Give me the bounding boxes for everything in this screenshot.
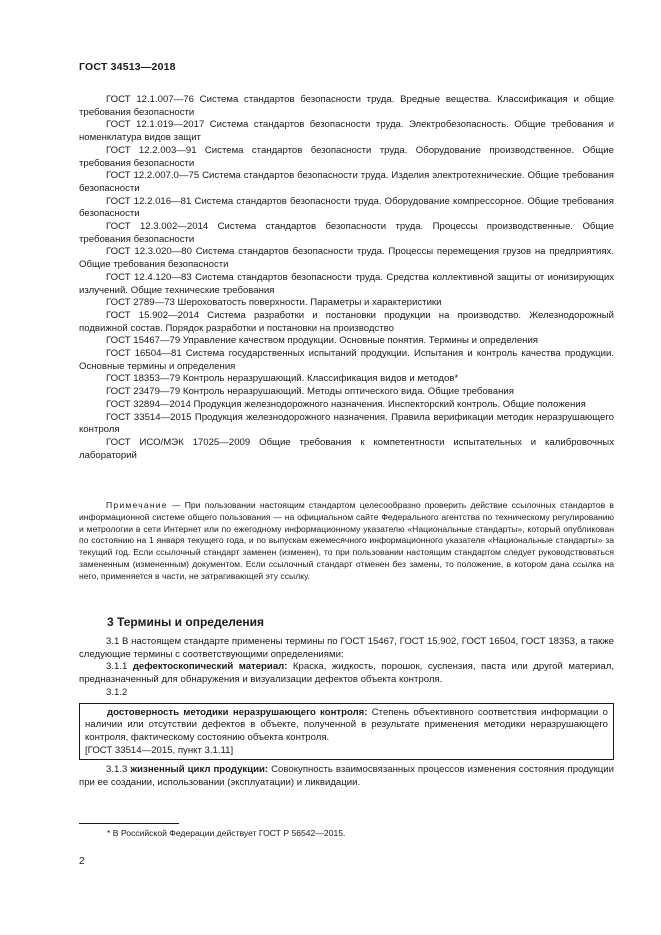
clause-number: 3.1.3 xyxy=(106,764,131,776)
reference-item: ГОСТ 18353—79 Контроль неразрушающий. Классификация видов и методов* xyxy=(106,373,459,385)
document-header: ГОСТ 34513—2018 xyxy=(79,61,176,73)
reference-item: ГОСТ 12.1.007—76 Система стандартов безопасности труда. Вредные вещества. Классификация и общие требования безопасности xyxy=(79,94,614,118)
definition-3-1-1 xyxy=(79,661,614,686)
reference-item: ГОСТ 12.1.019—2017 Система стандартов безопасности труда. Электробезопасность. Общие требования и номенклатура видов защит xyxy=(79,119,614,144)
reference-item: ГОСТ 16504—81 Система государственных испытаний продукции. Испытания и контроль качества продукции. Основные термины и определения xyxy=(79,348,614,372)
reference-item: ГОСТ 12.2.007.0—75 Система стандартов безопасности труда. Изделия электротехнические. Общие требования безопасности xyxy=(79,170,614,194)
reference-note xyxy=(79,500,614,583)
term: достоверность методики неразрушающего контроля: xyxy=(107,706,368,718)
reference-item: ГОСТ 23479—79 Контроль неразрушающий. Методы оптического вида. Общие требования xyxy=(106,386,514,398)
page-number: 2 xyxy=(79,856,85,867)
reference-item: ГОСТ 2789—73 Шероховатость поверхности. Параметры и характеристики xyxy=(106,297,442,309)
reference-item: ГОСТ ИСО/МЭК 17025—2009 Общие требования к компетентности испытательных и калибровочных лабораторий xyxy=(79,436,614,461)
clause-number-3-1-2: 3.1.2 xyxy=(106,686,128,698)
term: дефектоскопический материал: xyxy=(132,661,288,673)
definition-text: Совокупность взаимосвязанных процессов изменения состояния продукции при ее создании, использовании (эксплуатации) и ликвидации. xyxy=(79,764,614,789)
paragraph-3-1: 3.1 В настоящем стандарте применены термины по ГОСТ 15467, ГОСТ 15.902, ГОСТ 16504, ГОСТ 18353, а также следующие термины с соответствующими определениями: xyxy=(79,636,614,660)
reference-item: ГОСТ 12.3.002—2014 Система стандартов безопасности труда. Процессы производственные. Общие требования безопасности xyxy=(79,221,614,245)
definition-text: Степень объективного соответствия информации о наличии или отсутствии дефектов в объекте, полученной в результате применения методики неразрушающего контроля, фактическому состоянию объекта контроля. xyxy=(85,706,608,743)
reference-item: ГОСТ 33514—2015 Продукция железнодорожного назначения. Правила верификации методик неразрушающего контроля xyxy=(79,411,614,436)
term: жизненный цикл продукции: xyxy=(130,764,269,776)
reference-item: ГОСТ 15467—79 Управление качеством продукции. Основные понятия. Термины и определения xyxy=(106,335,539,347)
footnote-divider xyxy=(79,823,179,824)
reference-item: ГОСТ 12.3.020—80 Система стандартов безопасности труда. Процессы перемещения грузов на предприятиях. Общие требования безопасности xyxy=(79,246,614,271)
definition-source: [ГОСТ 33514—2015, пункт 3.1.11] xyxy=(85,744,234,756)
clause-number: 3.1.1 xyxy=(106,661,133,673)
definitions xyxy=(79,636,614,790)
quoted-definition-box xyxy=(79,703,614,761)
footnote: * В Российской Федерации действует ГОСТ Р 56542—2015. xyxy=(107,828,346,838)
reference-item: ГОСТ 12.2.016—81 Система стандартов безопасности труда. Оборудование компрессорное. Общие требования безопасности xyxy=(79,195,614,220)
normative-references-list xyxy=(79,94,614,462)
reference-item: ГОСТ 12.4.120—83 Система стандартов безопасности труда. Средства коллективной защиты от ионизирующих излучений. Общие технические требования xyxy=(79,271,614,296)
section-title: 3 Термины и определения xyxy=(107,615,265,629)
definition-3-1-3 xyxy=(79,764,614,789)
definition-3-1-2 xyxy=(85,707,608,745)
note-label: Примечание xyxy=(106,500,168,510)
reference-item: ГОСТ 12.2.003—91 Система стандартов безопасности труда. Оборудование производственное. Общие требования безопасности xyxy=(79,144,614,169)
reference-item: ГОСТ 15.902—2014 Система разработки и постановки продукции на производство. Железнодорожный подвижной состав. Порядок разработки и постановки на производство xyxy=(79,309,614,334)
reference-item: ГОСТ 32894—2014 Продукция железнодорожного назначения. Инспекторский контроль. Общие положения xyxy=(106,398,586,410)
note-text: — При пользовании настоящим стандартом целесообразно проверить действие ссылочных стандартов в информационной системе общего пользования — на официальном сайте Федерального агентства по техническому регулированию и метрологии в сети Интернет или по ежегодному информационному указателю «Национальные стандарты», который опубликован по состоянию на 1 января текущего года, и по выпускам ежемесячного информационного указателя «Национальные стандарты» за текущий год. Если ссылочный стандарт заменен (изменен), то при пользовании настоящим стандартом следует руководствоваться замененным (измененным) документом. Если ссылочный стандарт отменен без замены, то положение, в котором дана ссылка на него, применяется в части, не затрагивающей эту ссылку. xyxy=(79,500,614,581)
definition-text: Краска, жидкость, порошок, суспензия, паста или другой материал, предназначенный для обнаружения и визуализации дефектов объекта контроля. xyxy=(79,661,614,686)
